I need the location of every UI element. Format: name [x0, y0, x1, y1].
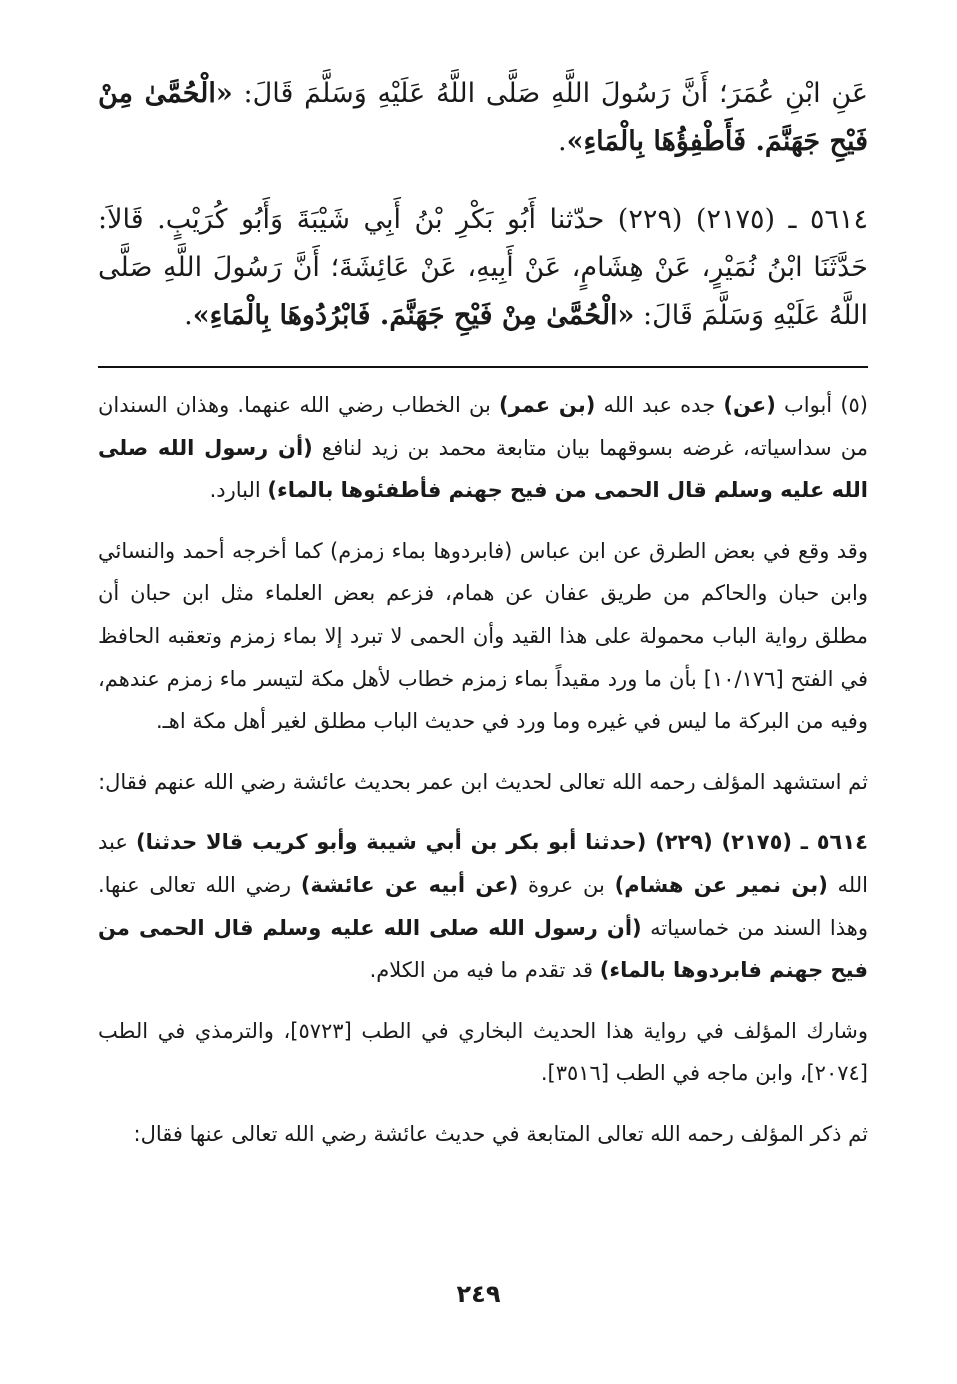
- c4-s2: بن عروة: [518, 872, 615, 897]
- hadith-2-end: .: [184, 300, 193, 331]
- hadith-text-1: [98, 70, 868, 166]
- c4-s3: رضي الله تعالى عنها. وهذا السند من خماسياته: [98, 872, 869, 940]
- c4-b1: ٥٦١٤ ـ (٢١٧٥) (٢٢٩) (حدثنا أبو بكر بن أبي شيبة وأبو كريب قالا حدثنا): [136, 830, 868, 855]
- hadith-1-text: عَنِ ابْنِ عُمَرَ؛ أَنَّ رَسُولَ اللَّهِ صَلَّى اللَّهُ عَلَيْهِ وَسَلَّمَ قَالَ:: [232, 78, 869, 109]
- c1-b2: (بن عمر): [499, 393, 596, 417]
- c1-s2: جده عبد الله: [595, 393, 724, 417]
- hadith-1-end: .: [558, 126, 567, 157]
- c1-s4: البارد.: [209, 478, 268, 503]
- c1-b3: (أن رسول الله صلى الله عليه وسلم قال الحمى من فيح جهنم فأطفئوها بالماء): [98, 435, 868, 503]
- hadith-2-text: حدّثنا أَبُو بَكْرِ بْنُ أَبِي شَيْبَةَ وَأَبُو كُرَيْبٍ. قَالاَ: حَدَّثَنَا ابْنُ نُمَيْرٍ، عَنْ هِشَامٍ، عَنْ أَبِيهِ، عَنْ عَائِشَةَ؛ أَنَّ رَسُولَ اللَّهِ صَلَّى اللَّهُ عَلَيْهِ وَسَلَّمَ قَالَ:: [98, 204, 868, 331]
- hadith-1-quote: «الْحُمَّىٰ مِنْ فَيْحِ جَهَنَّمَ. فَأَطْفِؤُهَا بِالْمَاءِ»: [98, 78, 868, 157]
- c4-s1: عبد الله: [98, 830, 868, 897]
- commentary-paragraph-3: ثم استشهد المؤلف رحمه الله تعالى لحديث ابن عمر بحديث عائشة رضي الله عنهم فقال:: [98, 769, 868, 794]
- commentary-paragraph-1: [98, 384, 868, 512]
- c4-b2: (بن نمير عن هشام): [614, 872, 828, 897]
- c1-s1: (٥) أبواب: [775, 393, 868, 417]
- page-content: [98, 70, 868, 1310]
- hadith-text-2: [98, 196, 868, 340]
- footnote-divider: [98, 366, 868, 368]
- commentary-paragraph-4: [98, 821, 868, 991]
- page-number: ٢٤٩: [456, 1280, 501, 1308]
- c1-s3: بن الخطاب رضي الله عنهما. وهذان السندان من سداسياته، غرضه بسوقهما بيان متابعة محمد بن زيد لنافع: [98, 393, 868, 460]
- c1-b1: (عن): [723, 393, 776, 417]
- hadith-2-number: ٥٦١٤ ـ (٢١٧٥) (٢٢٩): [617, 204, 869, 235]
- commentary-paragraph-2: وقد وقع في بعض الطرق عن ابن عباس (فابردوها بماء زمزم) كما أخرجه أحمد والنسائي وابن حبان والحاكم من طريق عفان عن همام، فزعم بعض العلماء مثل ابن حبان أن مطلق رواية الباب محمولة على هذا القيد وأن الحمى لا تبرد إلا بماء زمزم وتعقبه الحافظ في الفتح [١٠/١٧٦] بأن ما ورد مقيداً بماء زمزم خطاب لأهل مكة لتيسر ماء زمزم عندهم، وفيه من البركة ما ليس في غيره وما ورد في حديث الباب مطلق لغير أهل مكة اهـ.: [98, 538, 868, 734]
- c4-b3: (عن أبيه عن عائشة): [300, 872, 519, 897]
- commentary-paragraph-5: وشارك المؤلف في رواية هذا الحديث البخاري في الطب [٥٧٢٣]، والترمذي في الطب [٢٠٧٤]، وابن ماجه في الطب [٣٥١٦].: [98, 1018, 868, 1086]
- hadith-2-quote: «الْحُمَّىٰ مِنْ فَيْحِ جَهَنَّمَ. فَابْرُدُوهَا بِالْمَاءِ»: [192, 300, 635, 331]
- commentary-paragraph-6: ثم ذكر المؤلف رحمه الله تعالى المتابعة في حديث عائشة رضي الله تعالى عنها فقال:: [133, 1121, 868, 1146]
- c4-s4: قد تقدم ما فيه من الكلام.: [369, 958, 600, 983]
- c4-b4: (أن رسول الله صلى الله عليه وسلم قال الحمى من فيح جهنم فابردوها بالماء): [98, 915, 868, 983]
